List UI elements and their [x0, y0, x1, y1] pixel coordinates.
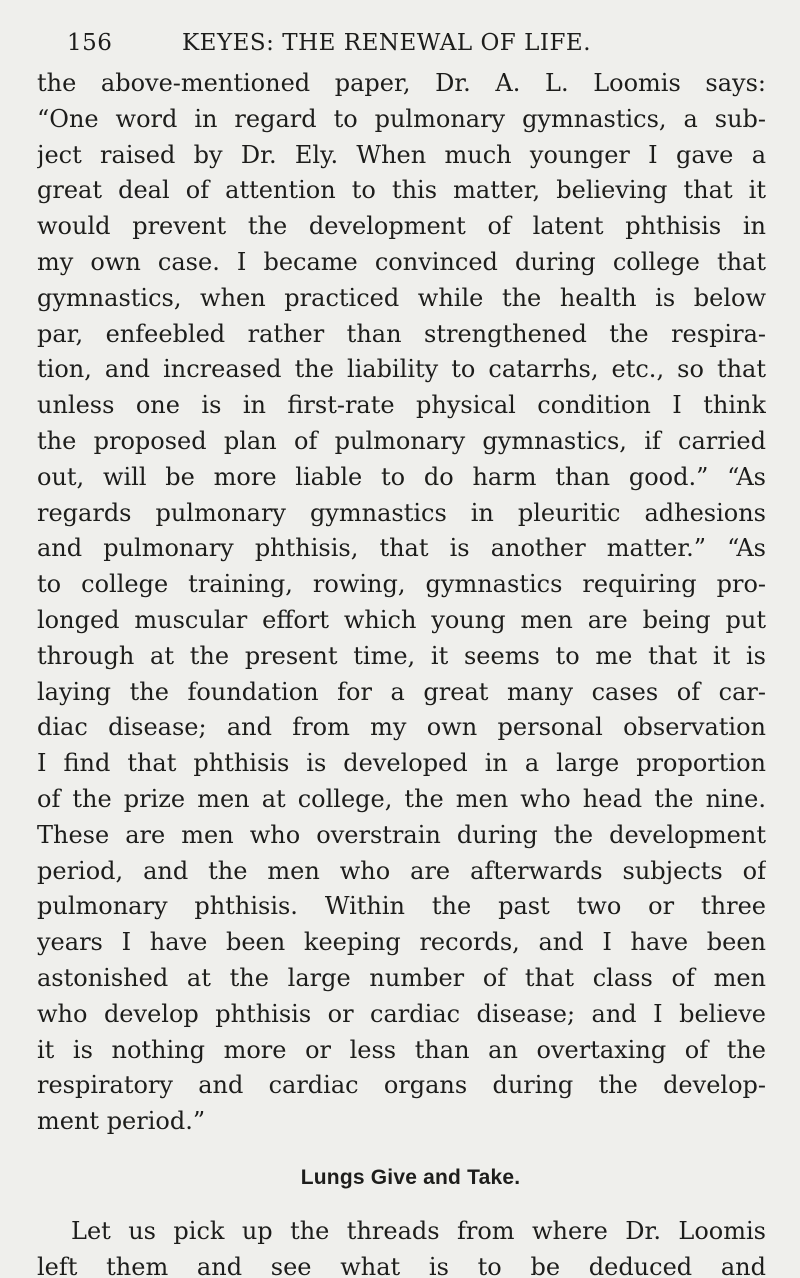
text-line: par, enfeebled rather than strengthened the respira- — [37, 319, 766, 348]
section-heading: Lungs Give and Take. — [300, 1165, 521, 1189]
text-line: the above-mentioned paper, Dr. A. L. Loomis says: — [37, 69, 766, 97]
text-line: pulmonary phthisis. Within the past two or three — [37, 892, 766, 921]
text-line: to college training, rowing, gymnastics requiring pro- — [37, 570, 766, 599]
text-line: longed muscular effort which young men are being put — [37, 605, 766, 634]
text-line: unless one is in first-rate physical condition I think — [37, 391, 766, 420]
text-line: and pulmonary phthisis, that is another matter.” “As — [37, 534, 766, 563]
text-line: period, and the men who are afterwards subjects of — [37, 856, 766, 885]
text-line: respiratory and cardiac organs during the develop- — [37, 1071, 766, 1100]
paragraph-continuation — [37, 1214, 766, 1278]
text-line: ject raised by Dr. Ely. When much younger I gave a — [37, 140, 766, 169]
text-line: would prevent the development of latent phthisis in — [37, 212, 766, 241]
text-line: through at the present time, it seems to me that it is — [37, 641, 766, 670]
text-line: regards pulmonary gymnastics in pleuritic adhesions — [37, 498, 766, 527]
text-line: “One word in regard to pulmonary gymnastics, a sub- — [37, 104, 766, 133]
text-line: These are men who overstrain during the development — [37, 820, 766, 849]
text-line: diac disease; and from my own personal observation — [37, 713, 766, 742]
text-line: out, will be more liable to do harm than good.” “As — [37, 462, 766, 491]
text-line: gymnastics, when practiced while the health is below — [37, 283, 766, 312]
text-line: astonished at the large number of that class of men — [37, 963, 766, 992]
text-line: great deal of attention to this matter, believing that it — [37, 176, 766, 205]
text-line: I find that phthisis is developed in a large proportion — [37, 749, 766, 778]
text-line: my own case. I became convinced during college that — [37, 247, 766, 276]
text-line: who develop phthisis or cardiac disease; and I believe — [37, 999, 766, 1028]
text-line: it is nothing more or less than an overtaxing of the — [37, 1035, 766, 1064]
running-title: KEYES: THE RENEWAL OF LIFE. — [181, 30, 591, 56]
page-number: 156 — [67, 30, 113, 56]
text-line: ment period.” — [37, 1107, 206, 1136]
paragraph-quote — [37, 66, 766, 1140]
text-line: Let us pick up the threads from where Dr. Loomis — [71, 1216, 766, 1245]
text-line: tion, and increased the liability to catarrhs, etc., so that — [37, 355, 766, 384]
text-line: years I have been keeping records, and I have been — [37, 928, 766, 957]
running-head — [37, 30, 766, 56]
text-line: left them and see what is to be deduced and — [37, 1252, 766, 1278]
text-line: of the prize men at college, the men who head the nine. — [37, 784, 766, 813]
text-line: laying the foundation for a great many cases of car- — [37, 677, 766, 706]
text-line: the proposed plan of pulmonary gymnastics, if carried — [37, 426, 766, 455]
